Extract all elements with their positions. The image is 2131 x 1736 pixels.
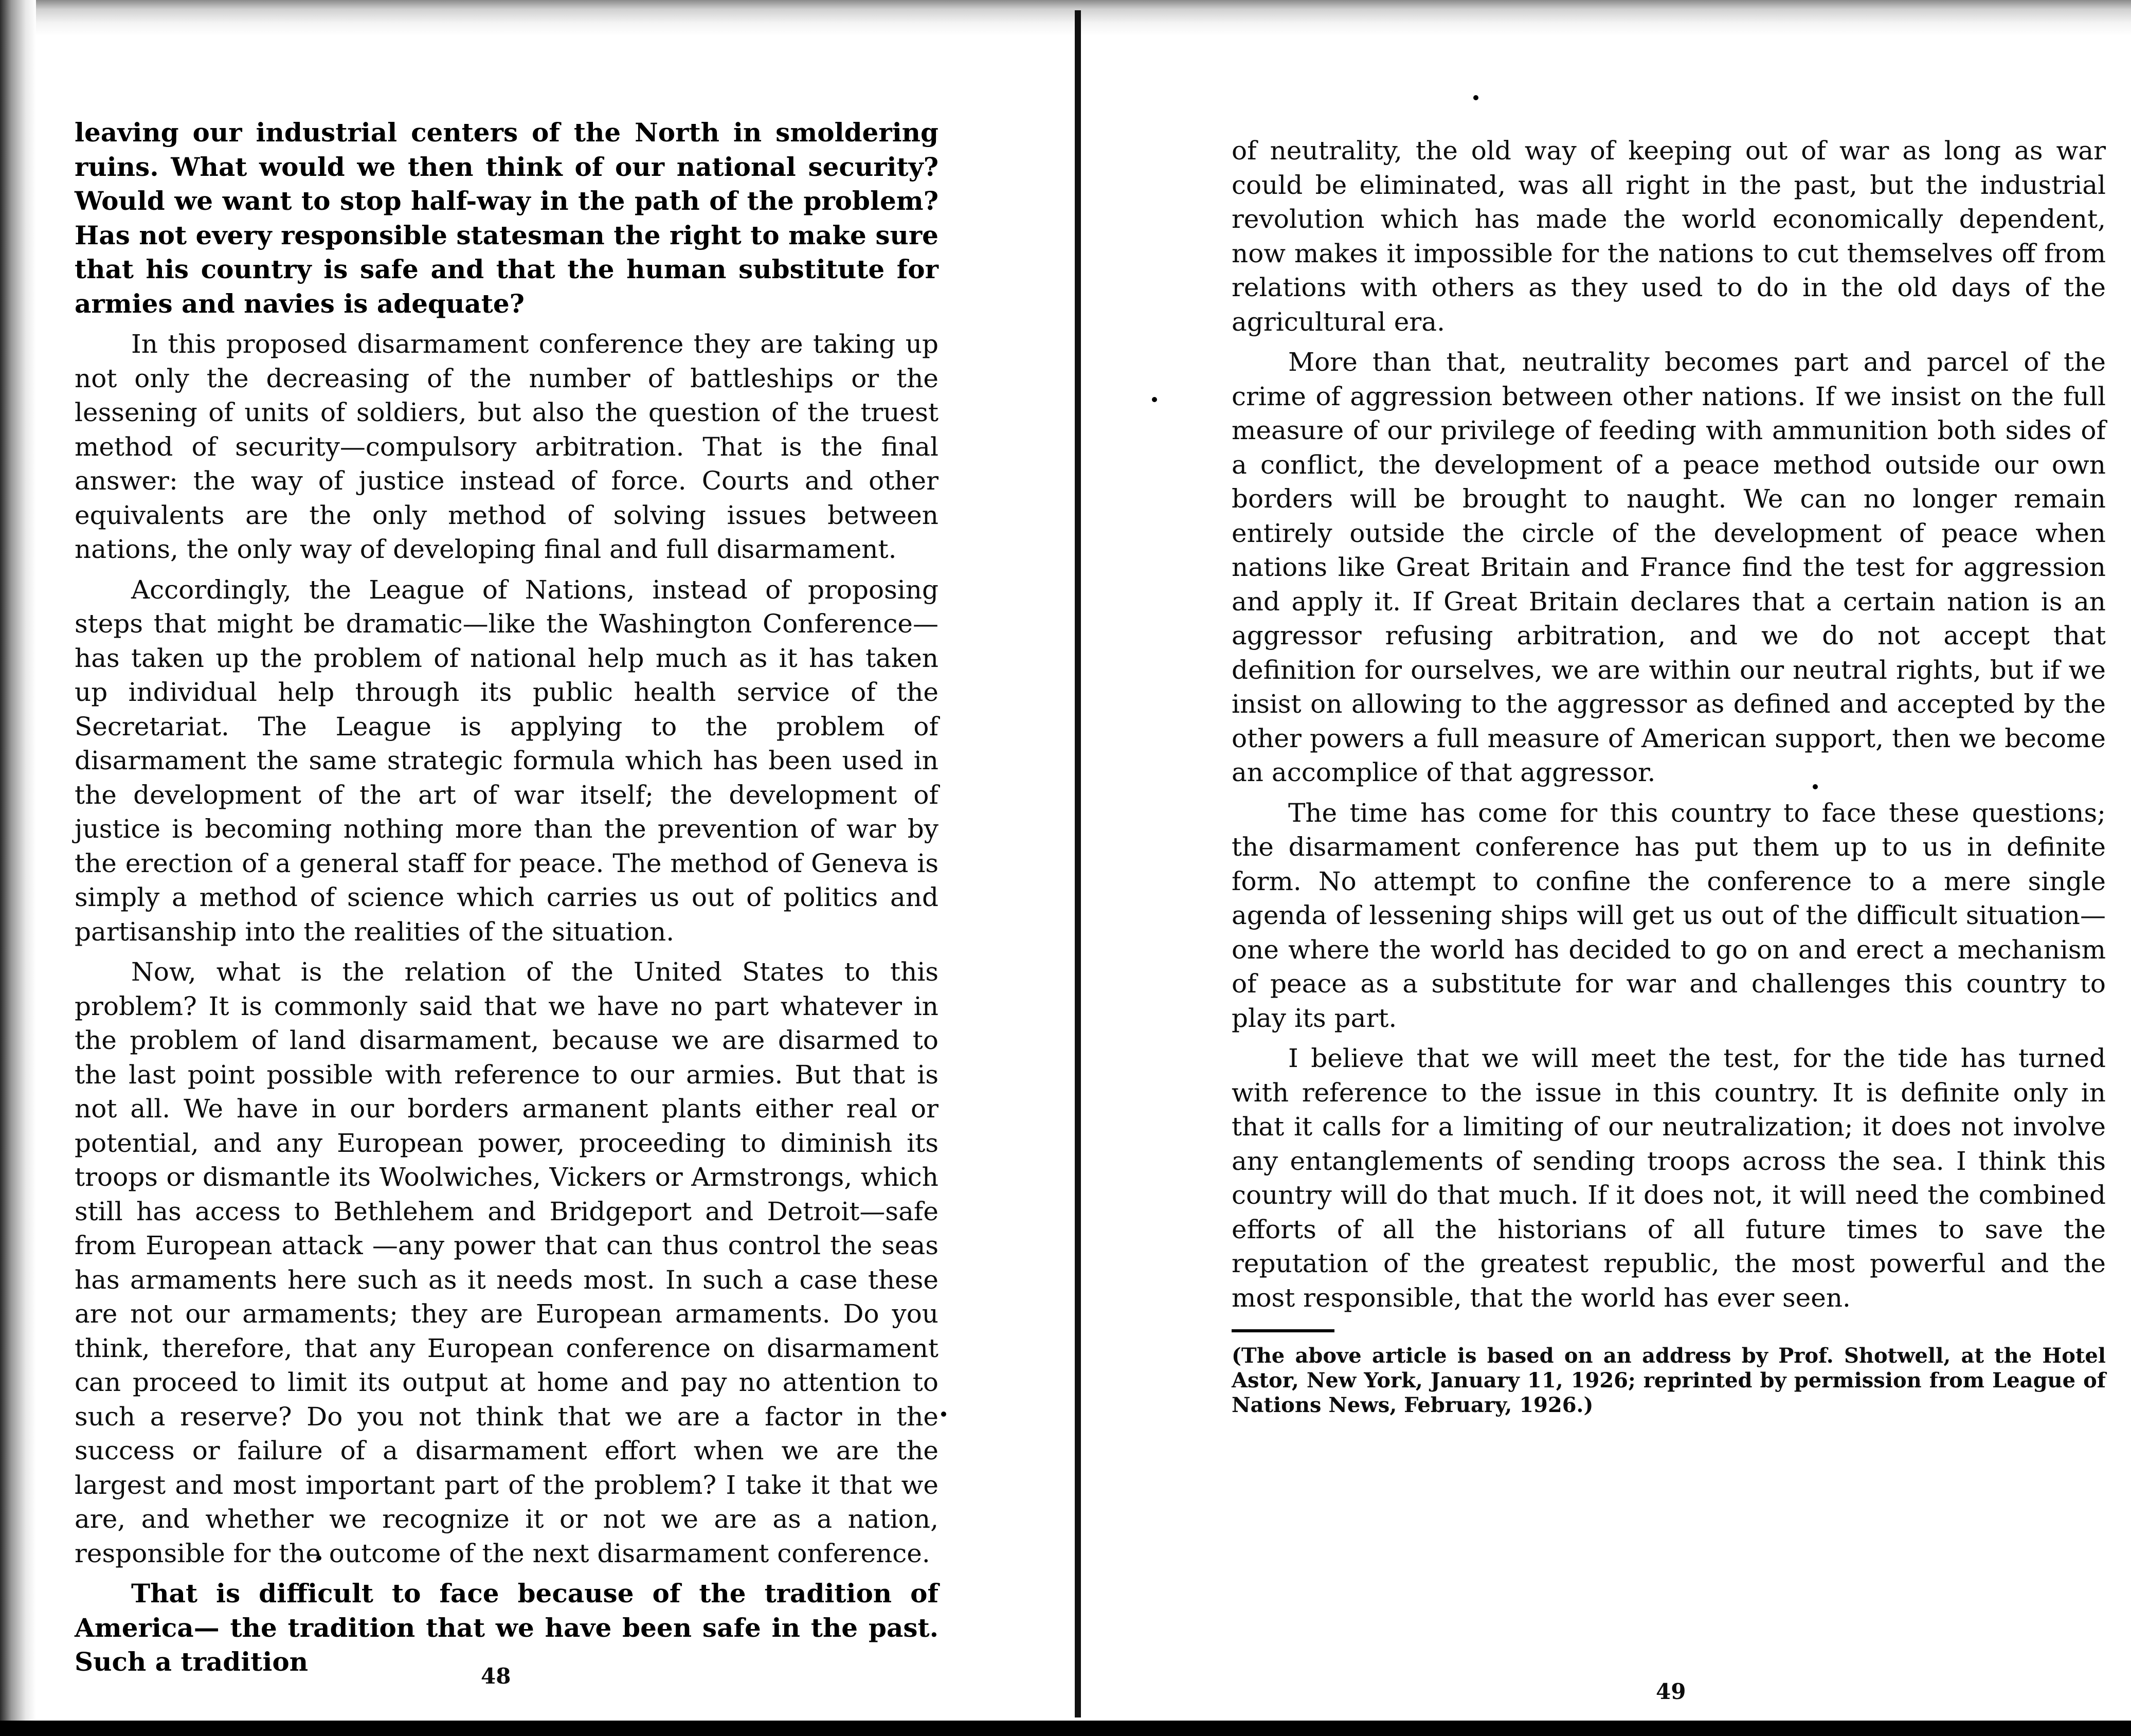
scan-speck — [1152, 397, 1157, 402]
left-paragraph-3: Accordingly, the League of Nations, instead of proposing steps that might be dramatic—like the Washington Conference—has taken up the problem of national help much as it has taken up individual help through its public health service of the Secretariat. The League is applying to the problem of disarmament the same strategic formula which has been used in the development of the art of war itself; the development of justice is becoming nothing more than the prevention of war by the erection of a general staff for peace. The method of Geneva is simply a method of science which carries us out of politics and partisanship into the realities of the situation. — [75, 574, 938, 947]
scan-speck — [941, 1412, 946, 1417]
right-paragraph-3: The time has come for this country to face these questions; the disarmament conference has put them up to us in definite form. No attempt to confine the conference to a mere single agenda of lessening ships will get us out of the difficult situation—one where the world has decided to go on and erect a mechanism of peace as a substitute for war and challenges this country to play its part. — [1232, 798, 2106, 1033]
left-paragraph-5: That is difficult to face because of the tradition of America— the tradition that we have been safe in the past. Such a tradition — [75, 1578, 938, 1677]
book-binding-gutter — [1075, 10, 1081, 1717]
scan-edge-top — [0, 0, 2131, 36]
left-paragraph-4: Now, what is the relation of the United States to this problem? It is commonly said that we have no part whatever in the problem of land disarmament, because we are disarmed to the last point possible with reference to our armies. But that is not all. We have in our borders armanent plants either real or potential, and any European power, proceeding to diminish its troops or dismantle its Woolwiches, Vickers or Armstrongs, which still has access to Bethlehem and Bridgeport and Detroit—safe from European attack —any power that can thus control the seas has armaments here such as it needs most. In such a case these are not our armaments; they are European armaments. Do you think, therefore, that any European conference on disarmament can proceed to limit its output at home and pay no attention to such a reserve? Do you not think that we are a factor in the success or failure of a disarmament effort when we are the largest and most important part of the problem? I take it that we are, and whether we recognize it or not we are as a nation, responsible for the outcome of the next disarmament conference. — [75, 957, 938, 1568]
left-paragraph-1: leaving our industrial centers of the North in smoldering ruins. What would we then think of our national security? Would we want to stop half-way in the path of the problem? Has not every responsible statesman the right to make sure that his country is safe and that the human substitute for armies and navies is adequate? — [75, 117, 938, 319]
right-page-number: 49 — [1656, 1679, 1686, 1704]
scan-edge-bottom — [0, 1721, 2131, 1736]
scan-edge-left — [0, 0, 36, 1736]
scan-speck — [1473, 95, 1478, 100]
footnote: (The above article is based on an address by Prof. Shotwell, at the Hotel Astor, New York, January 11, 1926; reprinted by permission from League of Nations News, February, 1926.) — [1232, 1344, 2106, 1417]
footnote-divider — [1232, 1329, 1334, 1332]
left-page — [75, 116, 938, 1686]
left-paragraph-2: In this proposed disarmament conference they are taking up not only the decreasing of the number of battleships or the lessening of units of soldiers, but also the question of the truest method of security—compulsory arbitration. That is the final answer: the way of justice instead of force. Courts and other equivalents are the only method of solving issues between nations, the only way of developing final and full disarmament. — [75, 329, 938, 564]
right-paragraph-2: More than that, neutrality becomes part and parcel of the crime of aggression between other nations. If we insist on the full measure of our privilege of feeding with ammunition both sides of a conflict, the development of a peace method outside our own borders will be brought to naught. We can no longer remain entirely outside the circle of the development of peace when nations like Great Britain and France find the test for aggression and apply it. If Great Britain declares that a certain nation is an aggressor refusing arbitration, and we do not accept that definition for ourselves, we are within our neutral rights, but if we insist on allowing to the aggressor as defined and accepted by the other powers a full measure of American support, then we become an accomplice of that aggressor. — [1232, 347, 2106, 787]
left-page-number: 48 — [481, 1663, 511, 1689]
right-page — [1232, 134, 2106, 1424]
right-paragraph-1: of neutrality, the old way of keeping out of war as long as war could be eliminated, was all right in the past, but the industrial revolution which has made the world economically dependent, now makes it impossible for the nations to cut themselves off from relations with others as they used to do in the old days of the agricultural era. — [1232, 136, 2106, 337]
right-paragraph-4: I believe that we will meet the test, for the tide has turned with reference to the issue in this country. It is definite only in that it calls for a limiting of our neutralization; it does not involve any entanglements of sending troops across the sea. I think this country will do that much. If it does not, it will need the combined efforts of all the historians of all future times to save the reputation of the greatest republic, the most powerful and the most responsible, that the world has ever seen. — [1232, 1043, 2106, 1313]
